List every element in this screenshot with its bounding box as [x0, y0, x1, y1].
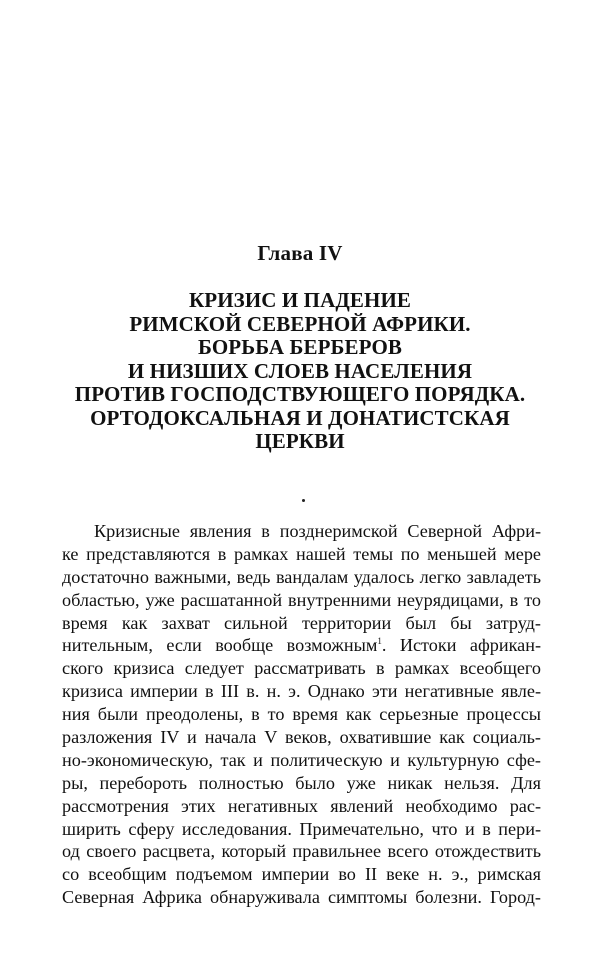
chapter-title-line: ПРОТИВ ГОСПОДСТВУЮЩЕГО ПОРЯДКА. — [74, 382, 526, 406]
text-line: Северная Африка обнаруживала симптомы болезни. Город- — [62, 887, 541, 908]
chapter-title-line: ЦЕРКВИ — [255, 429, 345, 453]
text-line-with-footnote — [62, 634, 541, 657]
text-line: ке представляются в рамках нашей темы по меньшей мере — [62, 543, 541, 564]
text-line: разложения IV и начала V веков, охватившие как социаль- — [62, 727, 541, 748]
body-paragraph — [62, 520, 541, 909]
text-segment: нительным, если вообще возможным — [62, 635, 378, 656]
text-line: со всеобщим подъемом империи во II веке н. э., римская — [62, 864, 541, 885]
text-segment: . Истоки африкан- — [381, 635, 541, 656]
text-line: время как захват сильной территории был бы затруд- — [62, 612, 541, 633]
text-line: достаточно важными, ведь вандалам удалось легко завладеть — [62, 566, 541, 587]
chapter-title-line: ОРТОДОКСАЛЬНАЯ И ДОНАТИСТСКАЯ — [90, 405, 510, 430]
chapter-title-line: КРИЗИС И ПАДЕНИЕ — [188, 288, 412, 312]
text-line: ширить сферу исследования. Примечательно, что и в пери- — [62, 818, 541, 839]
text-line: кризиса империи в III в. н. э. Однако эти негативные явле- — [62, 681, 541, 702]
text-line: ского кризиса следует рассматривать в рамках всеобщего — [62, 658, 541, 679]
text-line: Кризисные явления в позднеримской Северной Афри- — [94, 521, 541, 541]
chapter-title-line: РИМСКОЙ СЕВЕРНОЙ АФРИКИ. — [129, 311, 471, 336]
chapter-label: Глава IV — [257, 241, 343, 265]
text-line: рассмотрения этих негативных явлений необходимо рас- — [62, 795, 541, 816]
text-line: но-экономическую, так и политическую и культурную сфе- — [62, 749, 541, 770]
chapter-title-line: И НИЗШИХ СЛОЕВ НАСЕЛЕНИЯ — [127, 358, 473, 383]
chapter-title — [0, 289, 600, 454]
text-line: од своего расцвета, который правильнее всего отождествить — [62, 841, 541, 862]
separator-dot — [302, 499, 305, 502]
chapter-title-line: БОРЬБА БЕРБЕРОВ — [198, 335, 402, 359]
text-line: ры, перебороть полностью было уже никак нельзя. Для — [62, 772, 541, 793]
text-line: областью, уже расшатанной внутренними неурядицами, в то — [62, 589, 541, 610]
text-line: ния были преодолены, в то время как серьезные процессы — [62, 704, 541, 725]
footnote-ref[interactable]: 1 — [377, 636, 382, 647]
